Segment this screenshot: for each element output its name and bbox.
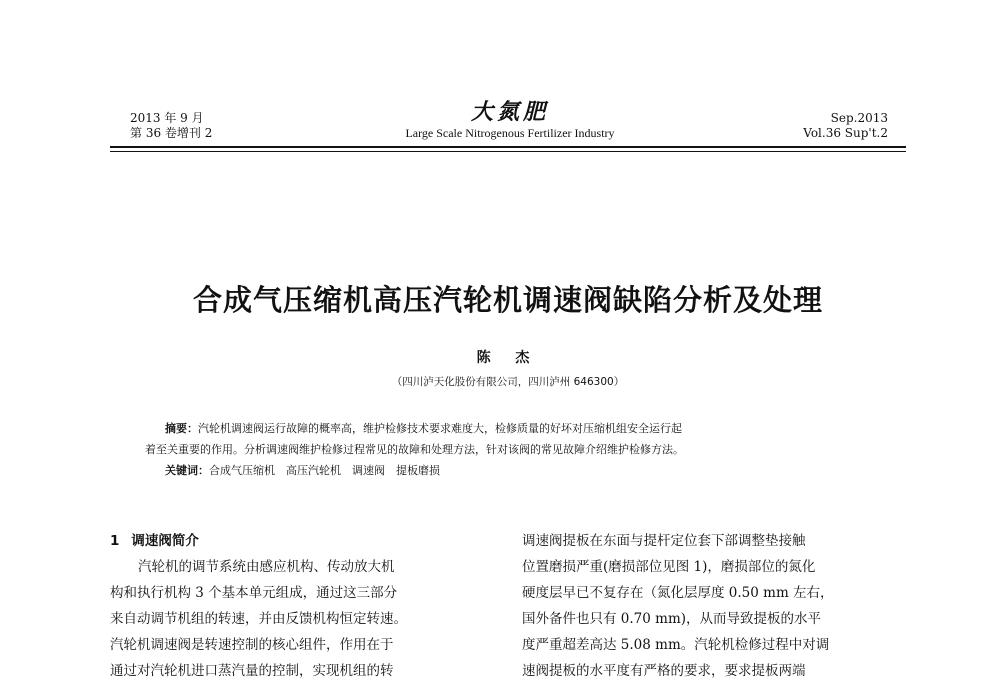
section-heading: [110, 528, 492, 554]
section-number: 1: [110, 533, 120, 549]
left-column: [110, 528, 492, 684]
body-line: 调速阀提板在东面与提杆定位套下部调整垫接触: [522, 533, 806, 549]
header-date-en: Sep.2013: [830, 111, 888, 125]
keywords-text: 合成气压缩机 高压汽轮机 调速阀 提板磨损: [209, 464, 440, 477]
body-line: 来自动调节机组的转速，并由反馈机构恒定转速。: [110, 611, 407, 627]
abstract-text-2: 着至关重要的作用。分析调速阀维护检修过程常见的故障和处理方法，针对该阀的常见故障介绍维护检修方法。: [145, 443, 684, 456]
header-date-cn: 2013 年 9 月: [130, 111, 204, 125]
body-line: 速阀提板的水平度有严格的要求，要求提板两端: [522, 663, 806, 679]
header-volume-en: Vol.36 Sup't.2: [803, 126, 888, 140]
right-column: [522, 528, 906, 684]
journal-title-cn: 大氮肥: [470, 99, 549, 125]
abstract-block: [145, 418, 865, 481]
header-volume-cn: 第 36 卷增刊 2: [130, 126, 213, 140]
article-title: 合成气压缩机高压汽轮机调速阀缺陷分析及处理: [192, 283, 823, 317]
abstract-label: 摘要：: [165, 422, 198, 435]
body-line: 国外备件也只有 0.70 mm)，从而导致提板的水平: [522, 611, 822, 627]
body-line: 位置磨损严重(磨损部位见图 1)，磨损部位的氮化: [522, 559, 816, 575]
body-line: 构和执行机构 3 个基本单元组成，通过这三部分: [110, 585, 398, 601]
header-rule-thin: [110, 151, 906, 152]
header-rule-thick: [110, 146, 906, 148]
body-line: 度严重超差高达 5.08 mm。汽轮机检修过程中对调: [522, 637, 830, 653]
body-line: 通过对汽轮机进口蒸汽量的控制，实现机组的转: [110, 663, 394, 679]
body-line: 汽轮机的调节系统由感应机构、传动放大机: [138, 559, 395, 575]
keywords-line: [165, 460, 865, 481]
section-title: 调速阀简介: [131, 533, 199, 549]
abstract-line-1: [165, 418, 865, 439]
header-left: [130, 111, 212, 141]
header-journal: [380, 100, 640, 140]
author-name: 陈 杰: [476, 350, 540, 366]
body-line: 硬度层早已不复存在（氮化层厚度 0.50 mm 左右，: [522, 585, 834, 601]
header-right: [803, 111, 888, 141]
keywords-label: 关键词：: [165, 464, 209, 477]
author-affiliation: （四川泸天化股份有限公司，四川泸州 646300）: [391, 376, 625, 388]
journal-title-en: Large Scale Nitrogenous Fertilizer Industry: [405, 126, 615, 140]
abstract-text-1: 汽轮机调速阀运行故障的概率高，维护检修技术要求难度大，检修质量的好坏对压缩机组安全运行起: [198, 422, 682, 435]
body-line: 汽轮机调速阀是转速控制的核心组件，作用在于: [110, 637, 394, 653]
